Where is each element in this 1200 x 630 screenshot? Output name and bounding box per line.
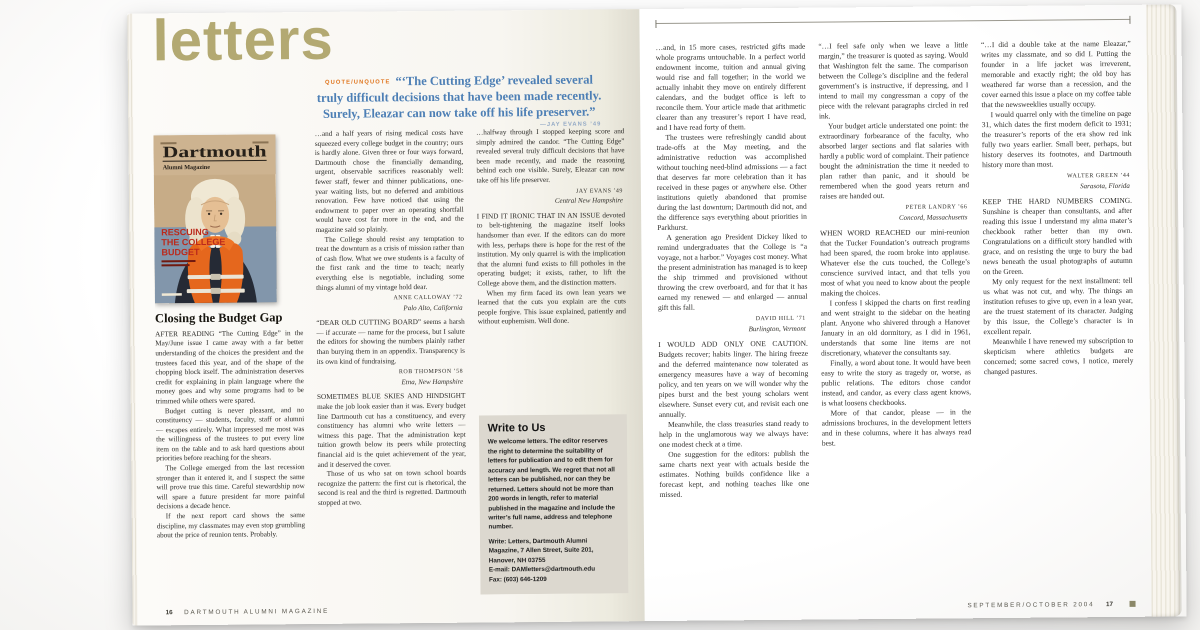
signature-place: Palo Alto, California	[403, 303, 463, 312]
top-rule	[655, 19, 1130, 24]
signature-name: WALTER GREEN ’44	[1067, 172, 1130, 180]
right-page-columns	[656, 39, 1136, 591]
letter-paragraph: Your budget article understated one point: the extraordinary forbearance of the faculty, who absorbed larger sections and flat salaries with hardly a public word of complaint. Their patience bought the administration the time it needed to plan rather than panic, and it should be remembered when the good years return and raises are handed out.	[819, 120, 970, 201]
signature-place: Central New Hampshire	[554, 196, 624, 206]
pull-quote-attribution: —JAY EVANS ’49	[540, 121, 602, 129]
right-page-stack-edge	[1146, 4, 1181, 616]
letter-paragraph: …halfway through I stopped keeping score and simply admired the candor. “The Cutting Edge” revealed several truly difficult decisions that have been made recently, and made the reasoning behind each one visible. Surely, Eleazar can now take off his life preserver.	[476, 127, 625, 185]
right-page	[639, 5, 1151, 621]
eleazar-wheelock-life-preserver-illustration	[153, 134, 276, 303]
cover-line-2: THE COLLEGE	[161, 236, 226, 248]
letter-paragraph: If the next report card shows the same discipline, my classmates may even stop grumbling about the price of reunion tents. Probably.	[156, 511, 306, 540]
letter-paragraph: …and, in 15 more cases, restricted gifts made whole programs untouchable. In a perfect world endowment income, tuition and annual giving would rise and fall together; in the world we actually inhabit they move on entirely different calendars, and the budget office is left to reconcile them. Your article made that arithmetic clearer than any treasurer’s report I have read, and I have read forty of them.	[655, 41, 806, 132]
letter-paragraph: One suggestion for the editors: publish the same charts next year with actuals beside the estimates. Nothing builds confidence like a forecast kept, and nothing teaches like one missed.	[659, 448, 810, 499]
pull-quote	[291, 71, 627, 130]
write-to-us-box	[479, 414, 629, 594]
cover-masthead-sub: Alumni Magazine	[162, 163, 210, 172]
letter-paragraph: The College should resist any temptation to treat the downturn as a crisis of mission rather than of cash flow. What we owe students is a faculty of the first rank and the time to teach; nearly everything else is negotiable, including some things alumni of my vintage hold dear.	[315, 234, 465, 292]
letter-paragraph: “DEAR OLD CUTTING BOARD” seems a harsh — if accurate — name for the process, but I salute the editors for showing the numbers plainly rather than burying them in an appendix. Transparency is its own kind of fundraising.	[316, 317, 465, 366]
letter-paragraph: AFTER READING “The Cutting Edge” in the May/June issue I came away with a far better understanding of the choices the president and the trustees faced this year, and of the shape of the chopping block itself. The administration deserves credit for explaining in plain language where the money goes and why some programs had to be trimmed while others were spared.	[155, 328, 305, 406]
signature-name: DAVID HILL ’71	[755, 315, 806, 323]
letter-paragraph: Meanwhile, the class treasuries stand ready to help in the unglamorous way we always have: one modest check at a time.	[659, 418, 809, 449]
letter-paragraph: …and a half years of rising medical costs have squeezed every college budget in the country; ours is hardly alone. Given three or four ways forward, Dartmouth chose the financially demanding, urgent, observable sacrifices reasonably well: fewer staff, fewer and thinner publications, one-year waiting lists, but no deferred and ambitious renovation. Few have noticed that using the endowment to paper over an operating shortfall would have cost far more in the end, and the magazine said so plainly.	[314, 128, 464, 234]
letter-paragraph: Finally, a word about tone. It would have been easy to write the story as tragedy or, worse, as public relations. The editors chose candor instead, and candor, as every class agent knows, is what loosens checkbooks.	[821, 357, 972, 408]
letter-paragraph: Budget cutting is never pleasant, and no constituency — students, faculty, staff or alumni — escapes entirely. What impressed me most was the willingness of the trustees to put every line item on the table and to ask hard questions about priorities before reaching for the shears.	[155, 405, 305, 463]
open-magazine-spread	[127, 4, 1186, 625]
letter-paragraph: I would quarrel only with the timeline on page 31, which dates the first modern deficit to 1931; the treasurer’s reports of the era show red ink fully two years earlier. Small beer, perhaps, but history deserves its footnotes, and Dartmouth history more than most.	[981, 108, 1132, 170]
pull-quote-line-2: truly difficult decisions that have been made recently.	[316, 88, 602, 105]
letter-paragraph: A generation ago President Dickey liked to remind undergraduates that the College is “a voyage, not a harbor.” Voyages cost money. What the present administration has managed is to keep the ship trimmed and provisioned without throwing the crew overboard, and for that it has earned my renewed — and enlarged — annual gift this fall.	[657, 231, 808, 312]
letter-paragraph: WHEN WORD REACHED our mini-reunion that the Tucker Foundation’s outreach programs had been spared, the room broke into applause. Whatever else the cuts touched, the College’s conscience survived intact, and that tells you most of what you need to know about the people making the choices.	[819, 227, 971, 298]
letter-signature	[477, 187, 623, 207]
letter-paragraph: SOMETIMES BLUE SKIES AND HINDSIGHT make the job look easier than it was. Every budget line Dartmouth cut has a constituency, and every constituency has alumni who write letters — witness this page. That the administration kept tuition growth below its peers while protecting financial aid is the quiet achievement of the year, and it deserved the cover.	[316, 392, 466, 469]
left-page-number: 16	[165, 609, 173, 617]
letter-signature	[317, 368, 463, 388]
letter-paragraph: More of that candor, please — in the admissions brochures, in the development letters and in these columns, where it has always read best.	[821, 407, 972, 448]
signature-place: Burlington, Vermont	[748, 324, 806, 334]
right-column-1	[656, 42, 810, 591]
right-page-folio	[967, 601, 1135, 609]
write-to-us-body: We welcome letters. The editor reserves the right to determine the suitability of letters for publication and to edit them for accuracy and length. We regret that not all letters can be published, nor can they be returned. Letters should not be more than 200 words in length, refer to material published in the magazine and include the writer’s full name, address and telephone number.	[487, 437, 616, 531]
letter-paragraph: “…I feel safe only when we leave a little margin,” the treasurer is quoted as saying. Would that Washington felt the same. The comparison between the College’s discipline and the federal government’s is instructive, if depressing, and I intend to mail my congressman a copy of the piece with the relevant paragraphs circled in red ink.	[818, 40, 969, 121]
letter-paragraph: Those of us who sat on town school boards recognize the pattern: the first cut is rhetorical, the second is real and the third is regretted. Dartmouth stopped at two.	[317, 468, 467, 507]
write-to-us-title: Write to Us	[487, 421, 546, 435]
write-to-us-email: E-mail: DAMletters@dartmouth.edu	[488, 565, 596, 574]
right-column-3	[981, 39, 1135, 588]
letter-paragraph: The trustees were refreshingly candid about trade-offs at the May meeting, and the administrative reduction was accomplished without touching need-blind admissions — a fact that deserves far more celebration than it has received in these pages or anywhere else. Other institutions quietly abandoned that promise during the last downturn; Dartmouth did not, and the difference says everything about priorities in Parkhurst.	[656, 131, 807, 232]
quote-kicker: QUOTE/UNQUOTE	[324, 78, 391, 86]
pull-quote-line-3: Surely, Eleazar can now take off his life preserver.”	[322, 104, 596, 121]
letter-paragraph: The College emerged from the last recession stronger than it entered it, and I suspect the same will prove true this time. Careful stewardship now will spare a future president far more painful decisions a decade hence.	[156, 463, 305, 511]
section-title-letters: letters	[152, 6, 334, 74]
folio-mark-icon	[1130, 601, 1136, 607]
right-page-number: 17	[1105, 601, 1114, 609]
left-page-folio	[158, 608, 330, 616]
letter-paragraph: I FIND IT IRONIC THAT IN AN ISSUE devoted to belt-tightening the magazine itself looks handsomer than ever. If the editors can do more with less, perhaps there is hope for the rest of the institution. My only quarrel is with the implication that the alumni fund exists to fill potholes in the operating budget; it exists, rather, to lift the College above them, and the distinction matters.	[476, 211, 626, 288]
left-page-columns	[153, 127, 628, 597]
write-to-us-fax: Fax: (603) 646-1209	[488, 575, 547, 584]
letter-signature	[982, 171, 1130, 192]
dam-cover-thumbnail	[153, 134, 276, 303]
signature-name: ANNE CALLOWAY ’72	[393, 294, 463, 302]
pull-quote-text-1: “‘The Cutting Edge’ revealed several	[395, 72, 593, 89]
left-column-1	[153, 130, 305, 597]
left-column-3-text	[476, 127, 627, 409]
letter-heading: Closing the Budget Gap	[154, 310, 283, 326]
signature-name: PETER LANDRY ’66	[905, 204, 968, 211]
signature-name: ROB THOMPSON ’58	[398, 368, 464, 376]
cover-line-1: RESCUING	[161, 226, 209, 238]
letter-signature	[820, 202, 968, 223]
right-column-2	[818, 40, 972, 589]
letter-paragraph: “…I did a double take at the name Eleazar,” writes my classmate, and so did I. Putting the founder in a life jacket was irreverent, memorable and exactly right; the old boy has weathered far worse than a recession, and the cover earned this issue a place on my coffee table that the newsweeklies usually occupy.	[980, 38, 1132, 110]
left-column-3	[476, 127, 628, 594]
signature-place: Sarasota, Florida	[1080, 181, 1130, 191]
cover-masthead: Dartmouth	[162, 143, 240, 162]
letter-paragraph: KEEP THE HARD NUMBERS COMING. Sunshine is cheaper than consultants, and after reading this issue I understand my alma mater’s checkbook rather better than my own. Congratulations on a difficult story handled with grace, and on resisting the urge to bury the bad news beneath the usual photographs of autumn on the Green.	[982, 195, 1133, 277]
letter-signature	[316, 294, 462, 314]
letter-paragraph: When my firm faced its own lean years we learned that the cuts you explain are the cuts people forgive. This issue explained, patiently and without euphemism. Well done.	[477, 287, 626, 326]
signature-place: Etna, New Hampshire	[401, 377, 464, 387]
letter-paragraph: I WOULD ADD ONLY ONE CAUTION. Budgets recover; habits linger. The hiring freeze and the deferred maintenance now tolerated as emergency measures have a way of becoming policy, and ten years on we will wonder why the pipes burst and the best young scholars went elsewhere. Sunset every cut, and revisit each one annually.	[658, 338, 809, 419]
left-page	[132, 6, 644, 625]
letter-paragraph: Meanwhile I have renewed my subscription to skepticism where athletics budgets are concerned; some sacred cows, I notice, merely changed pastures.	[983, 335, 1134, 377]
issue-date-footer: SEPTEMBER/OCTOBER 2004	[967, 601, 1095, 610]
letter-paragraph: I confess I skipped the charts on first reading and went straight to the sidebar on the heating plant. Anyone who shivered through a Hanover January in an old dormitory, as I did in 1961, understands that some line items are not discretionary, whatever the consultants say.	[820, 297, 971, 358]
cover-line-3: BUDGET	[161, 246, 200, 258]
write-to-us-address: Write: Letters, Dartmouth Alumni Magazine, 7 Allen Street, Suite 201, Hanover, NH 03755	[488, 537, 594, 565]
letter-paragraph: My only request for the next installment: tell us what was not cut, and why. The things an institution refuses to give up, even in a lean year, are the truest statement of its character. Judging by this issue, the College’s character is in excellent repair.	[983, 275, 1134, 337]
signature-name: JAY EVANS ’49	[575, 187, 623, 195]
left-column-2	[315, 129, 467, 596]
letter-signature	[658, 314, 806, 335]
signature-place: Concord, Massachusetts	[898, 213, 968, 222]
magazine-name-footer: DARTMOUTH ALUMNI MAGAZINE	[184, 607, 330, 617]
